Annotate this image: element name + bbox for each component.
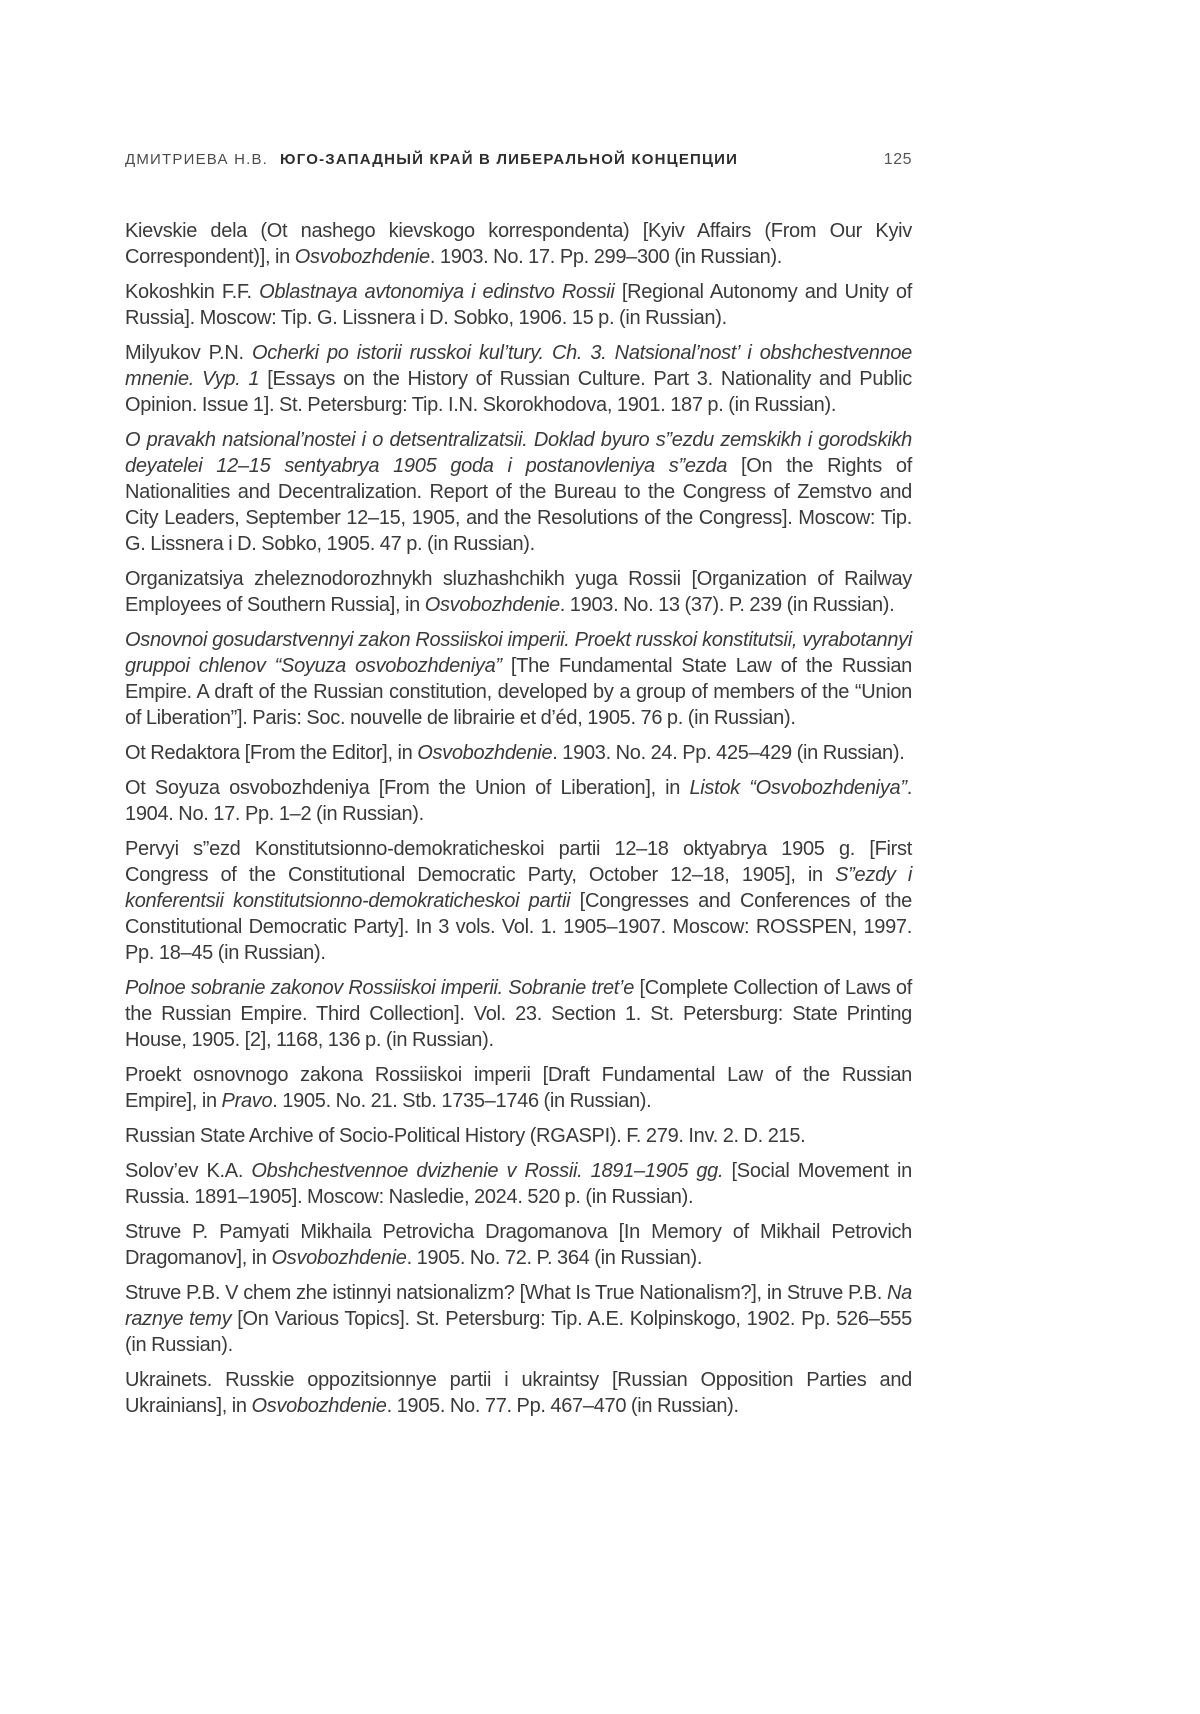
reference-title-italic: Ocherki po istorii russkoi kul’tury. Ch. 3. Natsional’nost’ i obshchestvennoe mnenie. Vyp. 1 <box>125 342 912 390</box>
reference-title-italic: Obshchestvennoe dvizhenie v Rossii. 1891–1905 gg. <box>251 1160 724 1182</box>
reference-text: . 1904. No. 17. Pp. 1–2 (in Russian). <box>125 777 912 825</box>
reference-entry <box>125 1062 912 1114</box>
reference-text: Solov’ev K.A. <box>125 1160 252 1182</box>
reference-title-italic: Osvobozhdenie <box>271 1247 407 1269</box>
reference-title-italic: Osvobozhdenie <box>424 594 560 616</box>
reference-text: [Regional Autonomy and Unity of Russia]. Moscow: Tip. G. Lissnera i D. Sobko, 1906. 15 p. (in Russian). <box>125 281 912 329</box>
reference-text: [Essays on the History of Russian Culture. Part 3. Nationality and Public Opinion. Issue 1]. St. Petersburg: Tip. I.N. Skorokhodova, 1901. 187 p. (in Russian). <box>125 368 912 416</box>
reference-entry <box>125 566 912 618</box>
reference-entry <box>125 627 912 731</box>
reference-entry <box>125 1123 912 1149</box>
reference-text: . 1905. No. 77. Pp. 467–470 (in Russian). <box>386 1395 739 1417</box>
running-header <box>125 151 912 169</box>
reference-title-italic: Na raznye temy <box>125 1282 912 1330</box>
reference-entry <box>125 775 912 827</box>
reference-text: Struve P.B. V chem zhe istinnyi natsionalizm? [What Is True Nationalism?], in Struve P.B. <box>125 1282 888 1304</box>
reference-text: Kokoshkin F.F. <box>125 281 260 303</box>
reference-text: Kievskie dela (Ot nashego kievskogo korrespondenta) [Kyiv Affairs (From Our Kyiv Correspondent)], in <box>125 220 912 268</box>
reference-title-italic: O pravakh natsional’nostei i o detsentralizatsii. Doklad byuro s”ezdu zemskikh i gorodskikh deyatelei 12–15 sentyabrya 1905 goda i postanovleniya s”ezda <box>125 429 912 477</box>
reference-entry <box>125 975 912 1053</box>
reference-entry <box>125 427 912 557</box>
reference-text: . 1905. No. 21. Stb. 1735–1746 (in Russian). <box>272 1090 652 1112</box>
reference-text: Ukrainets. Russkie oppozitsionnye partii i ukraintsy [Russian Opposition Parties and Ukrainians], in <box>125 1369 912 1417</box>
reference-text: [Congresses and Conferences of the Constitutional Democratic Party]. In 3 vols. Vol. 1. 1905–1907. Moscow: ROSSPEN, 1997. Pp. 18–45 (in Russian). <box>125 890 913 964</box>
reference-entry <box>125 1158 912 1210</box>
reference-title-italic: S”ezdy i konferentsii konstitutsionno-demokraticheskoi partii <box>125 864 912 912</box>
running-header-title: ЮГО-ЗАПАДНЫЙ КРАЙ В ЛИБЕРАЛЬНОЙ КОНЦЕПЦИИ <box>280 151 739 168</box>
reference-text: . 1905. No. 72. P. 364 (in Russian). <box>406 1247 703 1269</box>
reference-title-italic: Osvobozhdenie <box>251 1395 387 1417</box>
reference-entry <box>125 340 912 418</box>
reference-text: [Social Movement in Russia. 1891–1905]. Moscow: Nasledie, 2024. 520 p. (in Russian). <box>125 1160 912 1208</box>
page-number: 125 <box>883 151 912 168</box>
reference-entry <box>125 1367 912 1419</box>
reference-entry <box>125 1280 912 1358</box>
reference-title-italic: Listok “Osvobozhdeniya” <box>689 777 907 799</box>
reference-text: Ot Redaktora [From the Editor], in <box>125 742 418 764</box>
reference-title-italic: Osvobozhdenie <box>417 742 553 764</box>
running-header-author: ДМИТРИЕВА Н.В. <box>125 151 269 168</box>
reference-title-italic: Osvobozhdenie <box>294 246 430 268</box>
reference-text: [On Various Topics]. St. Petersburg: Tip. A.E. Kolpinskogo, 1902. Pp. 526–555 (in Russian). <box>125 1308 912 1356</box>
reference-text: Russian State Archive of Socio-Political History (RGASPI). F. 279. Inv. 2. D. 215. <box>125 1125 806 1147</box>
reference-text: Proekt osnovnogo zakona Rossiiskoi imperii [Draft Fundamental Law of the Russian Empire], in <box>125 1064 912 1112</box>
reference-text: Milyukov P.N. <box>125 342 252 364</box>
reference-text: [On the Rights of Nationalities and Decentralization. Report of the Bureau to the Congress of Zemstvo and City Leaders, September 12–15, 1905, and the Resolutions of the Congress]. Moscow: Tip. G. Lissnera i D. Sobko, 1905. 47 p. (in Russian). <box>125 455 912 555</box>
reference-entry <box>125 218 912 270</box>
reference-text: [Complete Collection of Laws of the Russian Empire. Third Collection]. Vol. 23. Section 1. St. Petersburg: State Printing House, 1905. [2], 1168, 136 p. (in Russian). <box>125 977 912 1051</box>
reference-text: Ot Soyuza osvobozhdeniya [From the Union of Liberation], in <box>125 777 690 799</box>
reference-text: . 1903. No. 13 (37). P. 239 (in Russian). <box>559 594 895 616</box>
reference-title-italic: Oblastnaya avtonomiya i edinstvo Rossii <box>259 281 615 303</box>
reference-entry <box>125 1219 912 1271</box>
reference-text: . 1903. No. 24. Pp. 425–429 (in Russian). <box>552 742 905 764</box>
reference-entry <box>125 740 912 766</box>
reference-text: Struve P. Pamyati Mikhaila Petrovicha Dragomanova [In Memory of Mikhail Petrovich Dragomanov], in <box>125 1221 912 1269</box>
reference-text: . 1903. No. 17. Pp. 299–300 (in Russian). <box>429 246 783 268</box>
reference-title-italic: Pravo <box>221 1090 273 1112</box>
reference-text: Pervyi s”ezd Konstitutsionno-demokraticheskoi partii 12–18 oktyabrya 1905 g. [First Congress of the Constitutional Democratic Party, October 12–18, 1905], in <box>125 838 912 886</box>
reference-text: Organizatsiya zheleznodorozhnykh sluzhashchikh yuga Rossii [Organization of Railway Employees of Southern Russia], in <box>125 568 912 616</box>
reference-text: [The Fundamental State Law of the Russian Empire. A draft of the Russian constitution, developed by a group of members of the “Union of Liberation”]. Paris: Soc. nouvelle de librairie et d’éd, 1905. 76 p. (in Russian). <box>125 655 912 729</box>
references-list <box>125 218 912 1428</box>
reference-title-italic: Polnoe sobranie zakonov Rossiiskoi imperii. Sobranie tret’e <box>125 977 635 999</box>
reference-title-italic: Osnovnoi gosudarstvennyi zakon Rossiiskoi imperii. Proekt russkoi konstitutsii, vyrabotannyi gruppoi chlenov “Soyuza osvobozhdeniya” <box>125 629 912 677</box>
reference-entry <box>125 279 912 331</box>
reference-entry <box>125 836 912 966</box>
